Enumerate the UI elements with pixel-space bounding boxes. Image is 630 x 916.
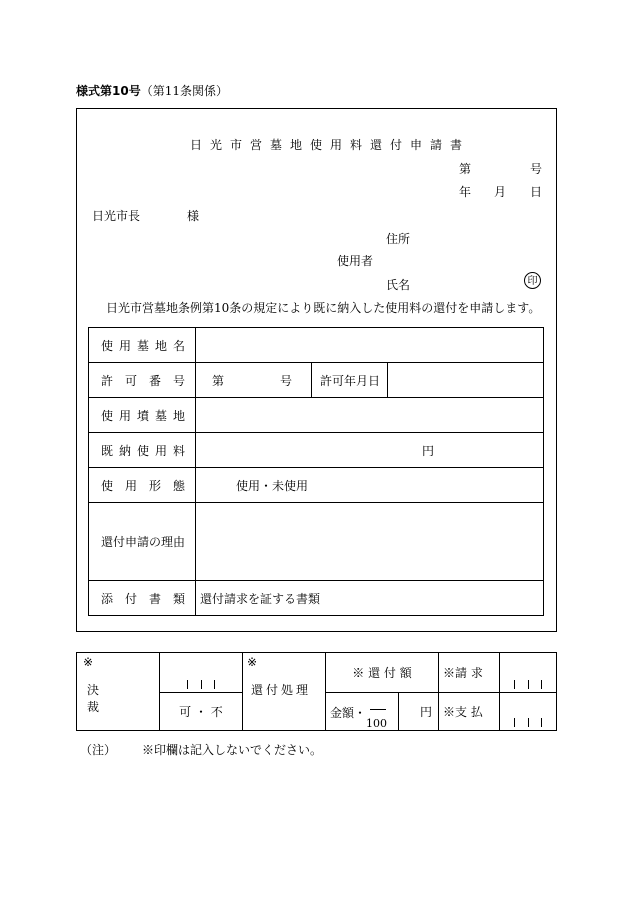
refund-processing-label: 還付処理 [251, 683, 312, 697]
reason-field[interactable] [196, 503, 544, 581]
form-number-main: 様式第10号 [76, 84, 141, 98]
number-dai: 第 [459, 162, 472, 176]
payment-label: ※支 払 [439, 693, 500, 731]
attachments-field[interactable] [196, 581, 544, 616]
name-label: 氏名 [386, 278, 411, 292]
payment-stamp-cell[interactable] [500, 693, 557, 731]
attachments-label: 添付書類 [89, 581, 196, 616]
form-number-note: （第11条関係） [140, 84, 228, 98]
addressee-honorific: 様 [187, 209, 200, 223]
permit-date-field[interactable] [388, 363, 544, 398]
refund-amount-header: ※ 還 付 額 [326, 653, 439, 693]
amount-label: 金額・ [330, 705, 367, 720]
footnote [80, 741, 322, 758]
attachments-value: 還付請求を証する書類 [200, 591, 321, 606]
footnote-label: （注） [80, 743, 117, 757]
permit-number-dai: 第 [212, 373, 225, 388]
grave-name-label: 使用墓地名 [89, 328, 196, 363]
decision-label: 決 裁 [87, 683, 128, 714]
permit-number-field[interactable] [196, 363, 312, 398]
tick-marks [514, 718, 542, 727]
grave-name-field[interactable] [196, 328, 544, 363]
approval-cell[interactable]: 可 ・ 不 [160, 693, 243, 731]
usage-form-field[interactable] [196, 468, 544, 503]
claim-stamp-cell[interactable] [500, 653, 557, 693]
amount-unit: 円 [399, 693, 439, 731]
date-day: 日 [530, 185, 543, 199]
permit-date-label: 許可年月日 [312, 363, 388, 398]
usage-form-label: 使用形態 [89, 468, 196, 503]
fraction-bar [370, 709, 386, 710]
refund-processing-cell [243, 653, 326, 731]
amount-denominator: 100 [366, 716, 387, 730]
table-row [77, 653, 557, 693]
reason-label: 還付申請の理由 [89, 503, 196, 581]
form-number [76, 82, 228, 99]
grave-plot-label: 使用墳墓地 [89, 398, 196, 433]
amount-cell[interactable] [326, 693, 399, 731]
permit-number-label: 許可番号 [89, 363, 196, 398]
paid-fee-label: 既納使用料 [89, 433, 196, 468]
addressee: 日光市長 [92, 209, 141, 223]
number-go: 号 [530, 162, 543, 176]
table-row [89, 398, 544, 433]
application-statement: 日光市営墓地条例第10条の規定により既に納入した使用料の還付を申請します。 [106, 301, 541, 315]
tick-marks [187, 680, 215, 689]
date-year: 年 [459, 185, 472, 199]
tick-marks [514, 680, 542, 689]
grave-plot-field[interactable] [196, 398, 544, 433]
refund-processing-mark: ※ [247, 655, 258, 669]
decision-mark: ※ [83, 655, 94, 669]
user-label: 使用者 [337, 254, 374, 268]
application-table [88, 327, 544, 616]
footnote-text: ※印欄は記入しないでください。 [142, 743, 323, 757]
page-title: 日光市営墓地使用料還付申請書 [190, 138, 471, 152]
usage-form-value: 使用・未使用 [236, 478, 309, 493]
office-use-table [76, 652, 557, 731]
address-label: 住所 [386, 232, 411, 246]
table-row [89, 581, 544, 616]
decision-stamp-cell[interactable] [160, 653, 243, 693]
table-row [89, 328, 544, 363]
paid-fee-unit: 円 [422, 443, 435, 458]
seal-mark: 印 [524, 272, 541, 289]
date-month: 月 [494, 185, 507, 199]
paid-fee-field[interactable] [196, 433, 544, 468]
table-row [89, 363, 544, 398]
permit-number-go: 号 [280, 373, 293, 388]
claim-label: ※請 求 [439, 653, 500, 693]
decision-label-cell [77, 653, 160, 731]
table-row [89, 503, 544, 581]
table-row [89, 468, 544, 503]
table-row [89, 433, 544, 468]
